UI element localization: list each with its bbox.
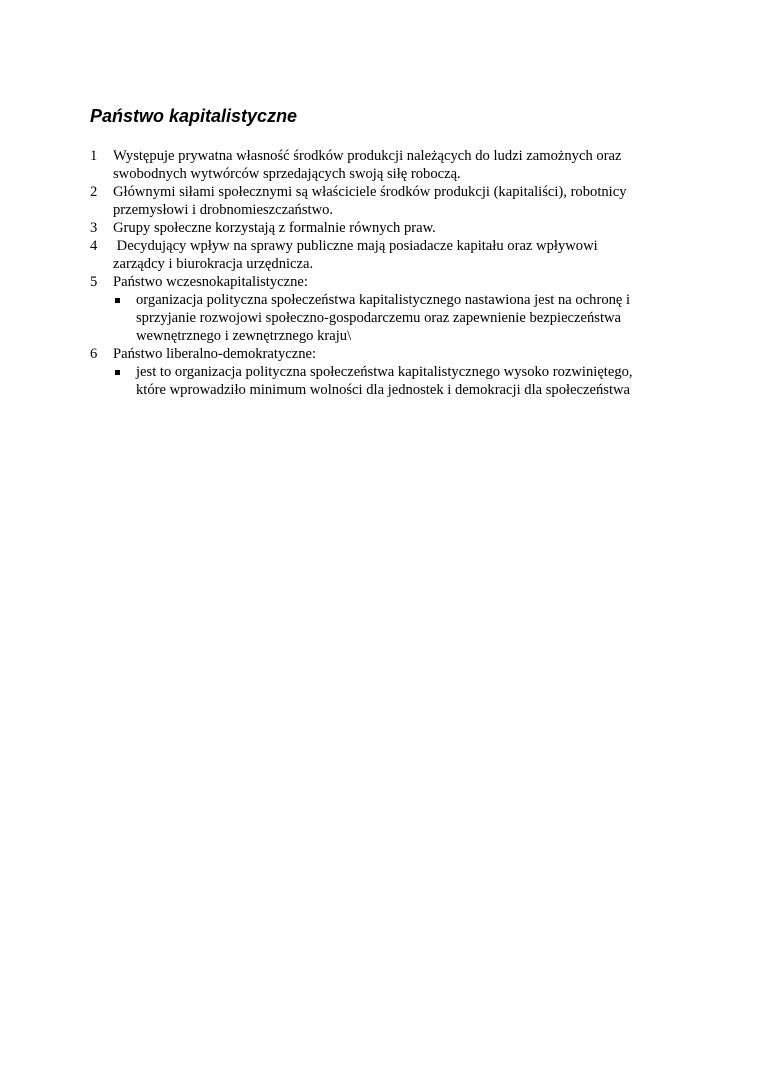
list-number: 3: [90, 220, 98, 236]
numbered-list: [90, 147, 670, 399]
list-text-line: Państwo liberalno-demokratyczne:: [113, 346, 317, 362]
bullet-text-line: wewnętrznego i zewnętrznego kraju\: [136, 328, 352, 344]
list-text-line: Państwo wczesnokapitalistyczne:: [113, 274, 308, 290]
square-bullet-icon: [115, 370, 120, 375]
bullet-item: [113, 291, 670, 345]
list-number: 2: [90, 184, 98, 200]
list-item-1: [90, 147, 670, 183]
bullet-text-line: organizacja polityczna społeczeństwa kapitalistycznego nastawiona jest na ochronę i: [136, 292, 631, 308]
page-title: Państwo kapitalistyczne: [90, 106, 298, 126]
bullet-text-line: które wprowadziło minimum wolności dla jednostek i demokracji dla społeczeństwa: [136, 382, 631, 398]
list-text-line: zarządcy i biurokracja urzędnicza.: [113, 256, 314, 272]
list-item-6: [90, 345, 670, 399]
list-number: 6: [90, 346, 98, 362]
bullet-item: [113, 363, 670, 399]
list-text-line: swobodnych wytwórców sprzedających swoją siłę roboczą.: [113, 166, 461, 182]
list-number: 1: [90, 148, 98, 164]
square-bullet-icon: [115, 298, 120, 303]
list-item-5: [90, 273, 670, 345]
list-number: 5: [90, 274, 98, 290]
list-text-line: Głównymi siłami społecznymi są właściciele środków produkcji (kapitaliści), robotnicy: [113, 184, 627, 200]
list-item-2: [90, 183, 670, 219]
list-number: 4: [90, 238, 98, 254]
list-item-3: [90, 219, 670, 237]
list-text-line: przemysłowi i drobnomieszczaństwo.: [113, 202, 334, 218]
bullet-text-line: sprzyjanie rozwojowi społeczno-gospodarczemu oraz zapewnienie bezpieczeństwa: [136, 310, 622, 326]
list-text-line: Decydujący wpływ na sprawy publiczne mają posiadacze kapitału oraz wpływowi: [113, 238, 598, 254]
list-text-line: Grupy społeczne korzystają z formalnie równych praw.: [113, 220, 436, 236]
bullet-text-line: jest to organizacja polityczna społeczeństwa kapitalistycznego wysoko rozwiniętego,: [136, 364, 633, 380]
list-item-4: [90, 237, 670, 273]
list-text-line: Występuje prywatna własność środków produkcji należących do ludzi zamożnych oraz: [113, 148, 622, 164]
